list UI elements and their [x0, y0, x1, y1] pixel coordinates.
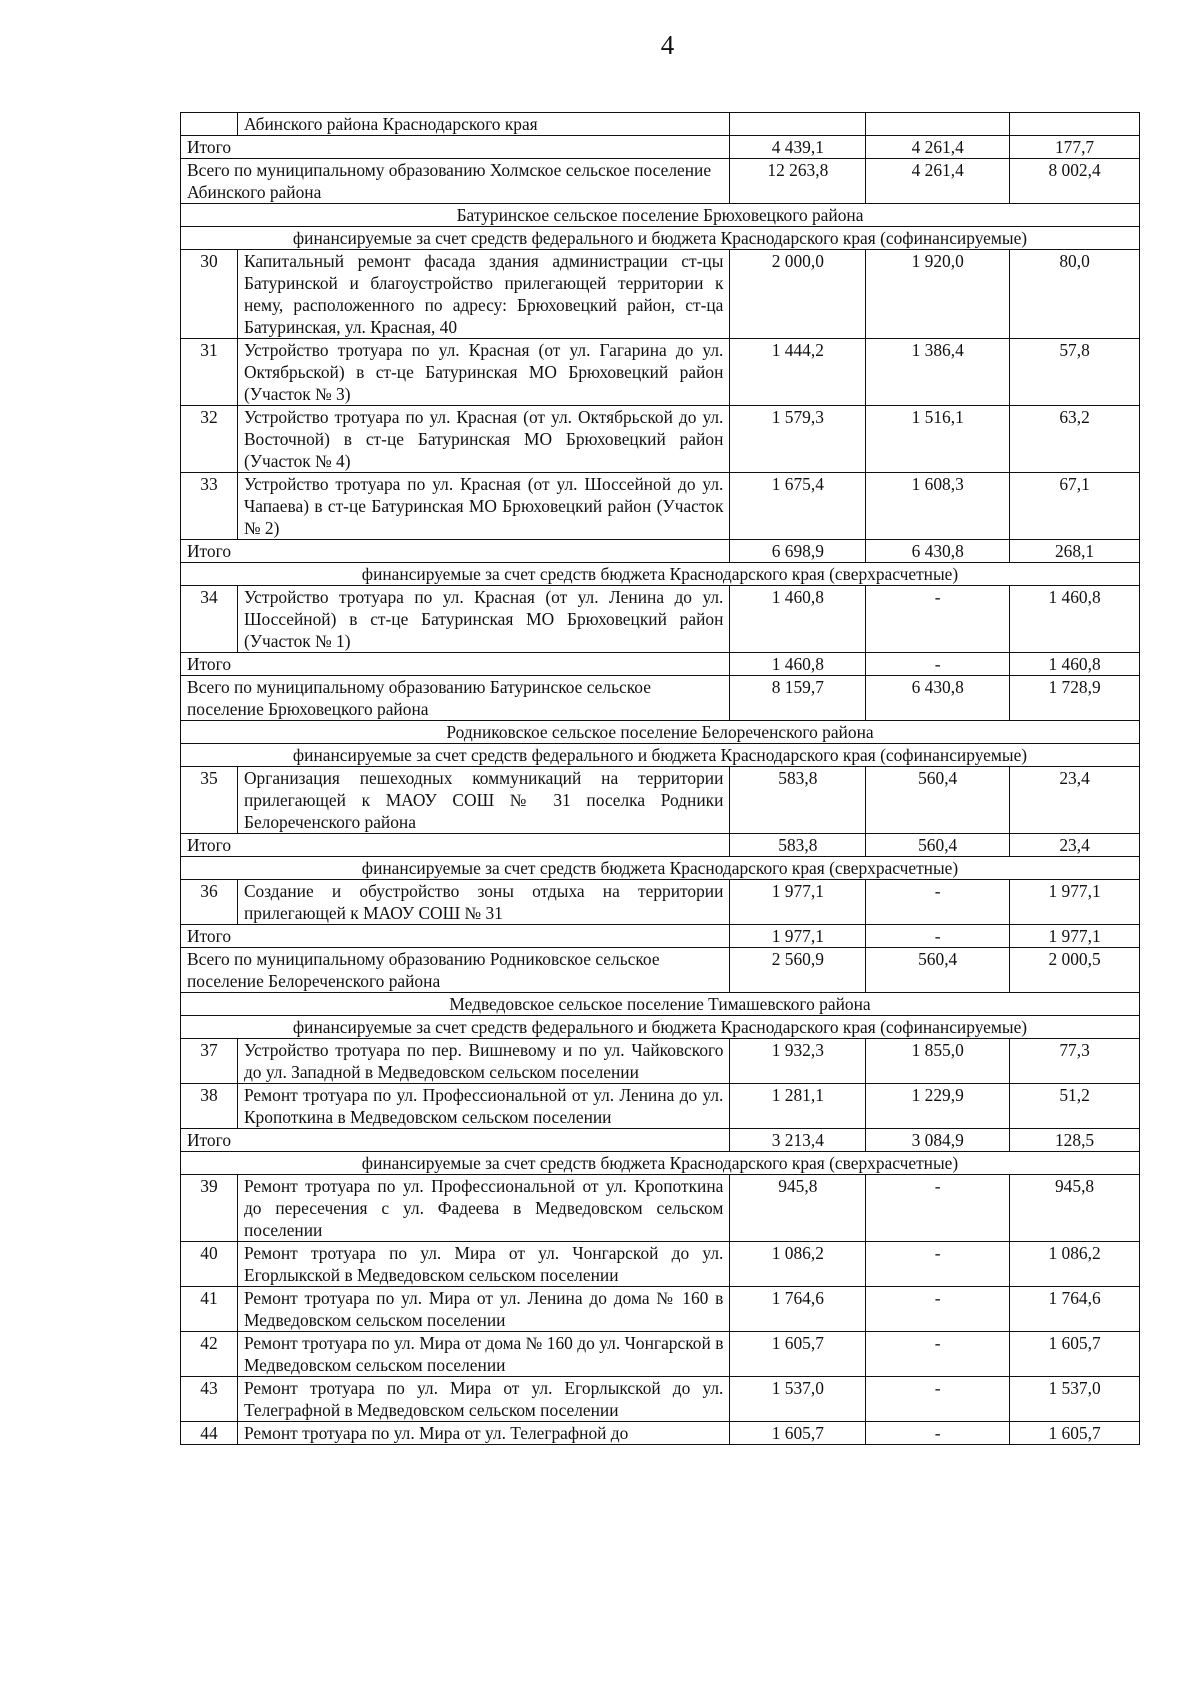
project-name-cell: Ремонт тротуара по ул. Мира от ул. Ленина до дома № 160 в Медведовском сельском поселении: [237, 1287, 729, 1332]
table-row: [181, 1332, 1140, 1377]
regional-amount-cell: 1 086,2: [1010, 1242, 1140, 1287]
section-caption-row: [181, 744, 1140, 767]
total-label: Итого: [181, 1129, 730, 1152]
federal-amount-cell: 1 920,0: [866, 250, 1010, 339]
total-amount-cell: 1 605,7: [730, 1422, 866, 1445]
row-number-cell: 37: [181, 1039, 238, 1084]
regional-amount-cell: 1 728,9: [1010, 676, 1140, 721]
budget-table-body: [181, 113, 1140, 1445]
total-amount-cell: 12 263,8: [730, 159, 866, 204]
federal-amount-cell: 3 084,9: [866, 1129, 1010, 1152]
section-caption: финансируемые за счет средств федерального и бюджета Краснодарского края (софинансируемые): [181, 744, 1140, 767]
project-name-cell: Ремонт тротуара по ул. Профессиональной от ул. Ленина до ул. Кропоткина в Медведовском сельском поселении: [237, 1084, 729, 1129]
total-amount-cell: 1 605,7: [730, 1332, 866, 1377]
project-name-cell: Ремонт тротуара по ул. Мира от ул. Чонгарской до ул. Егорлыкской в Медведовском сельском поселении: [237, 1242, 729, 1287]
section-caption-row: [181, 993, 1140, 1016]
regional-amount-cell: 1 537,0: [1010, 1377, 1140, 1422]
regional-amount-cell: 1 605,7: [1010, 1422, 1140, 1445]
total-label: Итого: [181, 653, 730, 676]
total-amount-cell: 583,8: [730, 834, 866, 857]
total-amount-cell: 4 439,1: [730, 136, 866, 159]
total-amount-cell: 1 281,1: [730, 1084, 866, 1129]
regional-amount-cell: [1010, 113, 1140, 136]
total-row: [181, 136, 1140, 159]
section-caption-row: [181, 1016, 1140, 1039]
federal-amount-cell: 1 855,0: [866, 1039, 1010, 1084]
table-row: [181, 586, 1140, 653]
regional-amount-cell: 23,4: [1010, 767, 1140, 834]
total-row: [181, 925, 1140, 948]
total-row: [181, 948, 1140, 993]
regional-amount-cell: 23,4: [1010, 834, 1140, 857]
project-name-cell: Ремонт тротуара по ул. Профессиональной от ул. Кропоткина до пересечения с ул. Фадеева в Медведовском сельском поселении: [237, 1175, 729, 1242]
section-caption-row: [181, 857, 1140, 880]
section-caption-row: [181, 1152, 1140, 1175]
total-label: Всего по муниципальному образованию Родниковское сельское поселение Белореченского района: [181, 948, 730, 993]
project-name-cell: Капитальный ремонт фасада здания администрации ст-цы Батуринской и благоустройство прилегающей территории к нему, расположенного по адресу: Брюховецкий район, ст-ца Батуринская, ул. Красная, 40: [237, 250, 729, 339]
regional-amount-cell: 128,5: [1010, 1129, 1140, 1152]
federal-amount-cell: 1 608,3: [866, 473, 1010, 540]
section-caption: финансируемые за счет средств бюджета Краснодарского края (сверхрасчетные): [181, 563, 1140, 586]
total-amount-cell: 1 764,6: [730, 1287, 866, 1332]
total-amount-cell: 1 444,2: [730, 339, 866, 406]
total-label: Итого: [181, 834, 730, 857]
project-name-cell: Ремонт тротуара по ул. Мира от дома № 160 до ул. Чонгарской в Медведовском сельском поселении: [237, 1332, 729, 1377]
project-name-cell: Ремонт тротуара по ул. Мира от ул. Егорлыкской до ул. Телеграфной в Медведовском сельском поселении: [237, 1377, 729, 1422]
federal-amount-cell: -: [866, 1242, 1010, 1287]
federal-amount-cell: -: [866, 1175, 1010, 1242]
total-amount-cell: 1 579,3: [730, 406, 866, 473]
regional-amount-cell: 80,0: [1010, 250, 1140, 339]
regional-amount-cell: 1 460,8: [1010, 653, 1140, 676]
row-number-cell: 44: [181, 1422, 238, 1445]
federal-amount-cell: 1 386,4: [866, 339, 1010, 406]
row-number-cell: 40: [181, 1242, 238, 1287]
regional-amount-cell: 1 764,6: [1010, 1287, 1140, 1332]
table-row: [181, 250, 1140, 339]
total-row: [181, 540, 1140, 563]
total-row: [181, 1129, 1140, 1152]
federal-amount-cell: 1 516,1: [866, 406, 1010, 473]
regional-amount-cell: 77,3: [1010, 1039, 1140, 1084]
federal-amount-cell: 560,4: [866, 834, 1010, 857]
total-amount-cell: 1 977,1: [730, 925, 866, 948]
section-caption: финансируемые за счет средств федерального и бюджета Краснодарского края (софинансируемые): [181, 227, 1140, 250]
section-caption: Родниковское сельское поселение Белореченского района: [181, 721, 1140, 744]
total-amount-cell: 1 460,8: [730, 653, 866, 676]
federal-amount-cell: -: [866, 1332, 1010, 1377]
row-number-cell: 30: [181, 250, 238, 339]
row-number-cell: 33: [181, 473, 238, 540]
total-amount-cell: 8 159,7: [730, 676, 866, 721]
federal-amount-cell: 6 430,8: [866, 676, 1010, 721]
regional-amount-cell: 268,1: [1010, 540, 1140, 563]
regional-amount-cell: 2 000,5: [1010, 948, 1140, 993]
table-row: [181, 767, 1140, 834]
federal-amount-cell: -: [866, 1422, 1010, 1445]
total-amount-cell: 6 698,9: [730, 540, 866, 563]
regional-amount-cell: 1 605,7: [1010, 1332, 1140, 1377]
table-row: [181, 1039, 1140, 1084]
total-amount-cell: 1 977,1: [730, 880, 866, 925]
total-row: [181, 653, 1140, 676]
total-label: Всего по муниципальному образованию Батуринское сельское поселение Брюховецкого района: [181, 676, 730, 721]
row-number-cell: 31: [181, 339, 238, 406]
federal-amount-cell: 4 261,4: [866, 159, 1010, 204]
section-caption: финансируемые за счет средств федерального и бюджета Краснодарского края (софинансируемые): [181, 1016, 1140, 1039]
total-row: [181, 834, 1140, 857]
row-number-cell: 36: [181, 880, 238, 925]
federal-amount-cell: -: [866, 1287, 1010, 1332]
total-amount-cell: 3 213,4: [730, 1129, 866, 1152]
row-number-cell: 35: [181, 767, 238, 834]
federal-amount-cell: 6 430,8: [866, 540, 1010, 563]
total-row: [181, 159, 1140, 204]
project-name-cell: Организация пешеходных коммуникаций на территории прилегающей к МАОУ СОШ № 31 поселка Родники Белореченского района: [237, 767, 729, 834]
regional-amount-cell: 57,8: [1010, 339, 1140, 406]
table-row: [181, 339, 1140, 406]
table-row: [181, 473, 1140, 540]
section-caption-row: [181, 204, 1140, 227]
total-amount-cell: 1 537,0: [730, 1377, 866, 1422]
federal-amount-cell: 4 261,4: [866, 136, 1010, 159]
table-row: [181, 1084, 1140, 1129]
total-amount-cell: 583,8: [730, 767, 866, 834]
table-row: [181, 1242, 1140, 1287]
table-row: [181, 880, 1140, 925]
total-label: Итого: [181, 136, 730, 159]
row-number-cell: 39: [181, 1175, 238, 1242]
federal-amount-cell: 560,4: [866, 948, 1010, 993]
federal-amount-cell: [866, 113, 1010, 136]
project-name-cell: Абинского района Краснодарского края: [237, 113, 729, 136]
total-row: [181, 676, 1140, 721]
federal-amount-cell: 1 229,9: [866, 1084, 1010, 1129]
project-name-cell: Ремонт тротуара по ул. Мира от ул. Телеграфной до: [237, 1422, 729, 1445]
section-caption: финансируемые за счет средств бюджета Краснодарского края (сверхрасчетные): [181, 1152, 1140, 1175]
federal-amount-cell: -: [866, 925, 1010, 948]
federal-amount-cell: -: [866, 586, 1010, 653]
regional-amount-cell: 1 977,1: [1010, 925, 1140, 948]
page-number: 4: [660, 30, 675, 60]
total-amount-cell: [730, 113, 866, 136]
project-name-cell: Устройство тротуара по ул. Красная (от ул. Ленина до ул. Шоссейной) в ст-це Батуринская МО Брюховецкий район (Участок № 1): [237, 586, 729, 653]
total-amount-cell: 1 675,4: [730, 473, 866, 540]
total-label: Итого: [181, 540, 730, 563]
total-amount-cell: 1 460,8: [730, 586, 866, 653]
section-caption: Медведовское сельское поселение Тимашевского района: [181, 993, 1140, 1016]
regional-amount-cell: 1 977,1: [1010, 880, 1140, 925]
section-caption-row: [181, 563, 1140, 586]
regional-amount-cell: 1 460,8: [1010, 586, 1140, 653]
project-name-cell: Устройство тротуара по ул. Красная (от ул. Октябрьской до ул. Восточной) в ст-це Батуринская МО Брюховецкий район (Участок № 4): [237, 406, 729, 473]
table-row: [181, 1377, 1140, 1422]
federal-amount-cell: -: [866, 1377, 1010, 1422]
federal-amount-cell: -: [866, 653, 1010, 676]
budget-table: [180, 112, 1140, 1445]
regional-amount-cell: 945,8: [1010, 1175, 1140, 1242]
total-amount-cell: 945,8: [730, 1175, 866, 1242]
table-row: [181, 1287, 1140, 1332]
total-amount-cell: 2 560,9: [730, 948, 866, 993]
section-caption-row: [181, 721, 1140, 744]
table-row: [181, 113, 1140, 136]
project-name-cell: Устройство тротуара по ул. Красная (от ул. Шоссейной до ул. Чапаева) в ст-це Батуринская МО Брюховецкий район (Участок № 2): [237, 473, 729, 540]
regional-amount-cell: 8 002,4: [1010, 159, 1140, 204]
row-number-cell: 34: [181, 586, 238, 653]
project-name-cell: Устройство тротуара по пер. Вишневому и по ул. Чайковского до ул. Западной в Медведовском сельском поселении: [237, 1039, 729, 1084]
regional-amount-cell: 177,7: [1010, 136, 1140, 159]
regional-amount-cell: 63,2: [1010, 406, 1140, 473]
section-caption-row: [181, 227, 1140, 250]
row-number-cell: 42: [181, 1332, 238, 1377]
total-label: Итого: [181, 925, 730, 948]
row-number-cell: 38: [181, 1084, 238, 1129]
total-amount-cell: 2 000,0: [730, 250, 866, 339]
total-amount-cell: 1 086,2: [730, 1242, 866, 1287]
regional-amount-cell: 51,2: [1010, 1084, 1140, 1129]
section-caption: Батуринское сельское поселение Брюховецкого района: [181, 204, 1140, 227]
row-number-cell: 41: [181, 1287, 238, 1332]
table-row: [181, 1422, 1140, 1445]
row-number-cell: 32: [181, 406, 238, 473]
row-number-cell: [181, 113, 238, 136]
section-caption: финансируемые за счет средств бюджета Краснодарского края (сверхрасчетные): [181, 857, 1140, 880]
table-row: [181, 406, 1140, 473]
project-name-cell: Создание и обустройство зоны отдыха на территории прилегающей к МАОУ СОШ № 31: [237, 880, 729, 925]
federal-amount-cell: -: [866, 880, 1010, 925]
table-row: [181, 1175, 1140, 1242]
total-amount-cell: 1 932,3: [730, 1039, 866, 1084]
row-number-cell: 43: [181, 1377, 238, 1422]
project-name-cell: Устройство тротуара по ул. Красная (от ул. Гагарина до ул. Октябрьской) в ст-це Батуринская МО Брюховецкий район (Участок № 3): [237, 339, 729, 406]
federal-amount-cell: 560,4: [866, 767, 1010, 834]
regional-amount-cell: 67,1: [1010, 473, 1140, 540]
total-label: Всего по муниципальному образованию Холмское сельское поселение Абинского района: [181, 159, 730, 204]
